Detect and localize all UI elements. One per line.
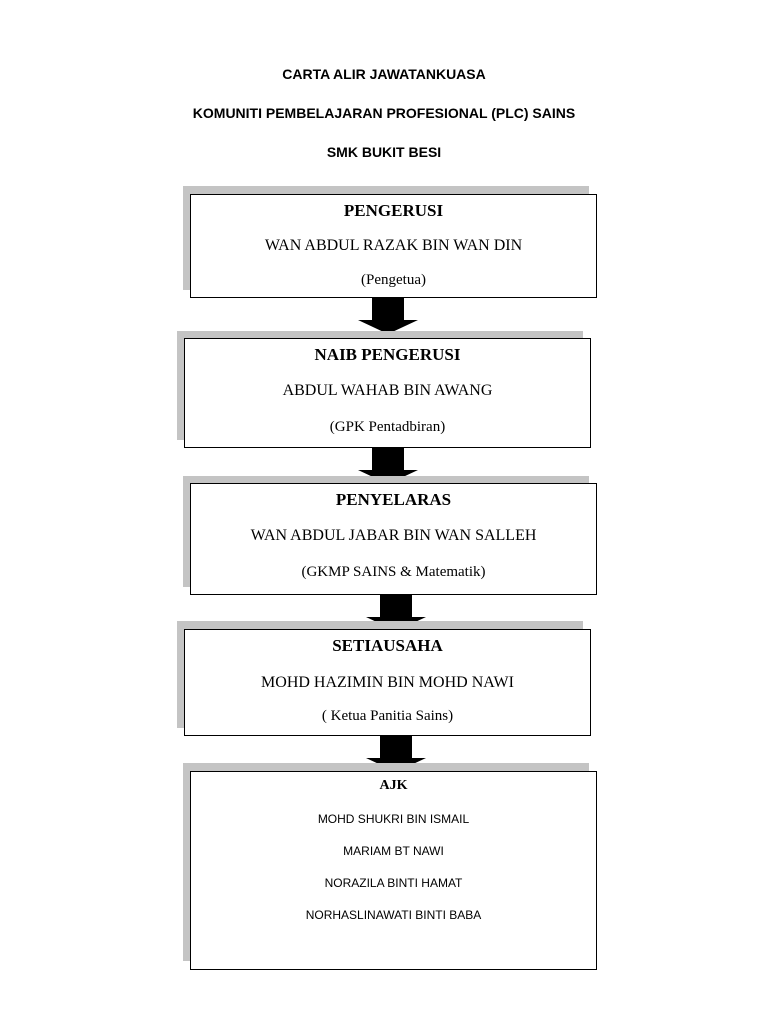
ajk-member: NORAZILA BINTI HAMAT	[324, 876, 463, 890]
node-post: (Pengetua)	[361, 272, 426, 288]
school-name: SMK BUKIT BESI	[326, 144, 442, 160]
node-role: NAIB PENGERUSI	[314, 345, 461, 364]
node-name: ABDUL WAHAB BIN AWANG	[282, 382, 493, 399]
node-pengerusi	[190, 194, 597, 298]
arrow-down-icon	[356, 298, 420, 334]
ajk-member: NORHASLINAWATI BINTI BABA	[305, 908, 482, 922]
node-name: WAN ABDUL RAZAK BIN WAN DIN	[264, 237, 523, 254]
node-role: PENYELARAS	[335, 490, 452, 509]
node-penyelaras	[190, 483, 597, 595]
node-post: (GPK Pentadbiran)	[329, 419, 446, 435]
node-name: WAN ABDUL JABAR BIN WAN SALLEH	[250, 527, 537, 544]
ajk-member: MARIAM BT NAWI	[343, 844, 444, 858]
chart-subtitle: KOMUNITI PEMBELAJARAN PROFESIONAL (PLC) SAINS	[192, 105, 576, 121]
chart-title: CARTA ALIR JAWATANKUASA	[282, 66, 486, 82]
node-ajk	[190, 771, 597, 970]
node-setiausaha	[184, 629, 591, 736]
ajk-member: MOHD SHUKRI BIN ISMAIL	[317, 812, 470, 826]
node-role: AJK	[379, 778, 408, 793]
node-post: (GKMP SAINS & Matematik)	[301, 564, 486, 580]
node-name: MOHD HAZIMIN BIN MOHD NAWI	[261, 674, 514, 691]
node-role: PENGERUSI	[343, 201, 444, 220]
node-naib-pengerusi	[184, 338, 591, 448]
node-post: ( Ketua Panitia Sains)	[321, 708, 454, 724]
node-role: SETIAUSAHA	[332, 636, 443, 655]
